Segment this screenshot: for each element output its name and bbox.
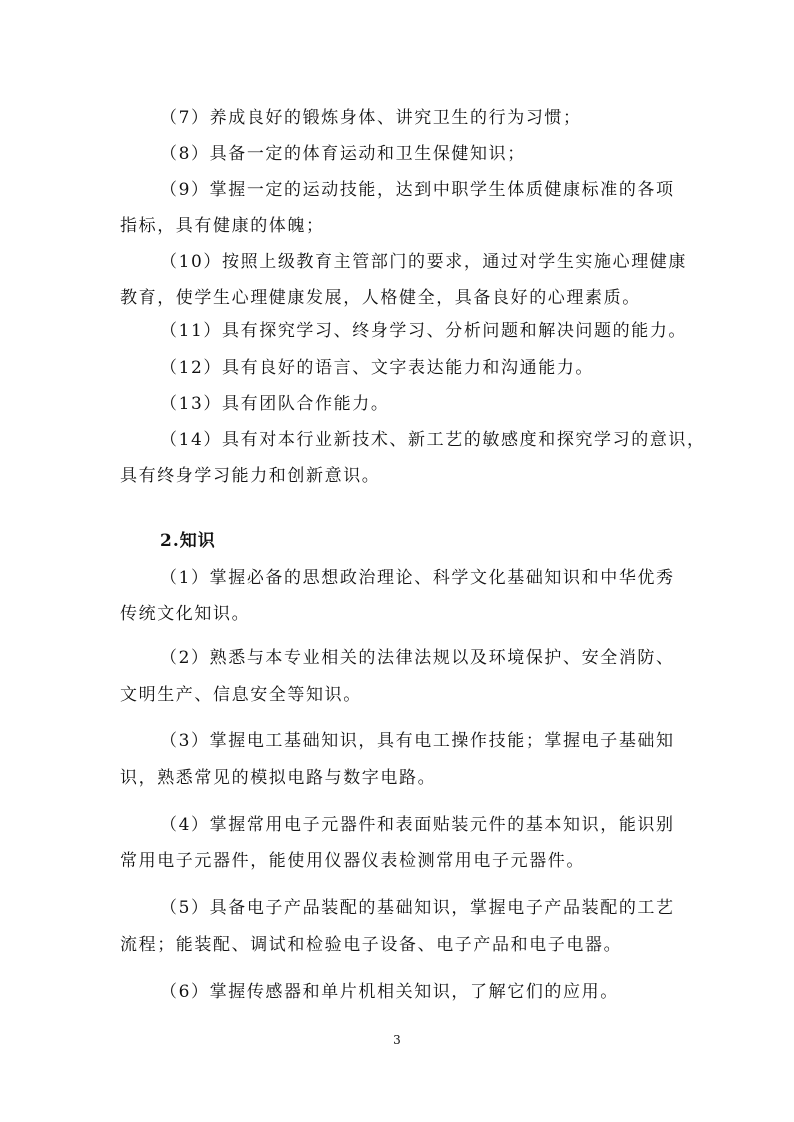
paragraph-line: 常用电子元器件，能使用仪器仪表检测常用电子元器件。 [120, 851, 585, 871]
paragraph-line: （10）按照上级教育主管部门的要求，通过对学生实施心理健康 [160, 252, 688, 272]
paragraph-line: （13）具有团队合作能力。 [160, 394, 390, 414]
section-heading: 2.知识 [160, 531, 216, 551]
paragraph-line: （6）掌握传感器和单片机相关知识，了解它们的应用。 [160, 982, 619, 1002]
paragraph-line: （12）具有良好的语言、文字表达能力和沟通能力。 [160, 358, 595, 378]
paragraph-line: （11）具有探究学习、终身学习、分析问题和解决问题的能力。 [160, 321, 688, 341]
paragraph-line: 教育，使学生心理健康发展，人格健全，具备良好的心理素质。 [120, 288, 641, 308]
paragraph-line: （14）具有对本行业新技术、新工艺的敏感度和探究学习的意识， [160, 430, 706, 450]
paragraph-line: （9）掌握一定的运动技能，达到中职学生体质健康标准的各项 [160, 180, 675, 200]
paragraph-line: （4）掌握常用电子元器件和表面贴装元件的基本知识，能识别 [160, 815, 675, 835]
paragraph-line: （8）具备一定的体育运动和卫生保健知识； [160, 144, 526, 164]
paragraph-line: 传统文化知识。 [120, 604, 251, 624]
paragraph-line: （3）掌握电工基础知识，具有电工操作技能；掌握电子基础知 [160, 731, 675, 751]
paragraph-line: 具有终身学习能力和创新意识。 [120, 466, 381, 486]
paragraph-line: （2）熟悉与本专业相关的法律法规以及环境保护、安全消防、 [160, 648, 675, 668]
paragraph-line: （5）具备电子产品装配的基础知识，掌握电子产品装配的工艺 [160, 898, 675, 918]
paragraph-line: 流程；能装配、调试和检验电子设备、电子产品和电子电器。 [120, 935, 623, 955]
paragraph-line: 识，熟悉常见的模拟电路与数字电路。 [120, 768, 437, 788]
paragraph-line: 文明生产、信息安全等知识。 [120, 685, 362, 705]
paragraph-line: 指标，具有健康的体魄； [120, 216, 325, 236]
paragraph-line: （1）掌握必备的思想政治理论、科学文化基础知识和中华优秀 [160, 568, 675, 588]
paragraph-line: （7）养成良好的锻炼身体、讲究卫生的行为习惯； [160, 108, 582, 128]
page-number: 3 [393, 1033, 401, 1047]
